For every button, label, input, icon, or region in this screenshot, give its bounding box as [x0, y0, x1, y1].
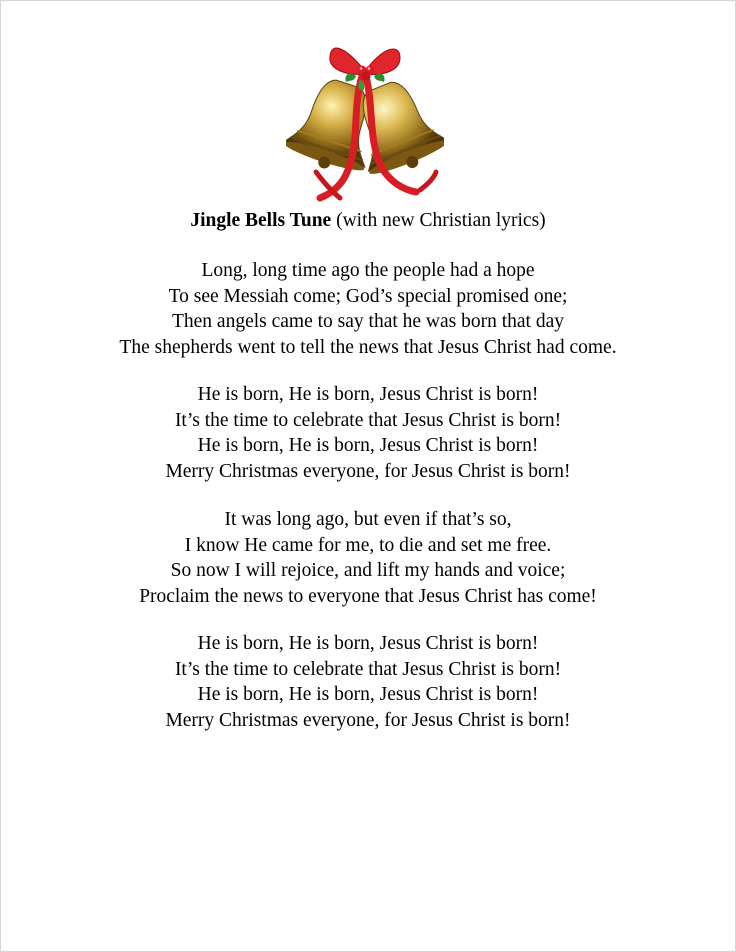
lyric-line: He is born, He is born, Jesus Christ is born! — [197, 435, 539, 456]
lyric-line: Merry Christmas everyone, for Jesus Christ is born! — [165, 709, 571, 731]
lyric-line: Merry Christmas everyone, for Jesus Christ is born! — [165, 460, 571, 482]
lyric-line: He is born, He is born, Jesus Christ is born! — [197, 633, 539, 654]
lyric-line: Then angels came to say that he was born that day — [171, 311, 565, 332]
song-title — [0, 208, 736, 234]
lyric-line: The shepherds went to tell the news that Jesus Christ had come. — [119, 336, 617, 358]
chorus-1 — [0, 382, 736, 484]
lyric-line: He is born, He is born, Jesus Christ is born! — [197, 684, 539, 705]
lyric-line: It’s the time to celebrate that Jesus Christ is born! — [174, 658, 562, 680]
lyric-line: Long, long time ago the people had a hope — [201, 260, 535, 281]
lyric-line: So now I will rejoice, and lift my hands and voice; — [170, 560, 566, 581]
lyric-line: To see Messiah come; God’s special promised one; — [168, 285, 568, 307]
title-bold: Jingle Bells Tune — [190, 210, 332, 231]
lyric-line: Proclaim the news to everyone that Jesus Christ has come! — [139, 585, 597, 607]
christmas-bells-icon — [286, 30, 444, 206]
verse-1 — [0, 258, 736, 360]
chorus-2 — [0, 631, 736, 733]
verse-2 — [0, 507, 736, 609]
lyric-line: It was long ago, but even if that’s so, — [224, 509, 512, 530]
title-subtitle: (with new Christian lyrics) — [331, 210, 546, 231]
lyric-line: I know He came for me, to die and set me free. — [184, 534, 552, 556]
lyric-line: He is born, He is born, Jesus Christ is born! — [197, 384, 539, 405]
lyric-line: It’s the time to celebrate that Jesus Christ is born! — [174, 409, 562, 431]
